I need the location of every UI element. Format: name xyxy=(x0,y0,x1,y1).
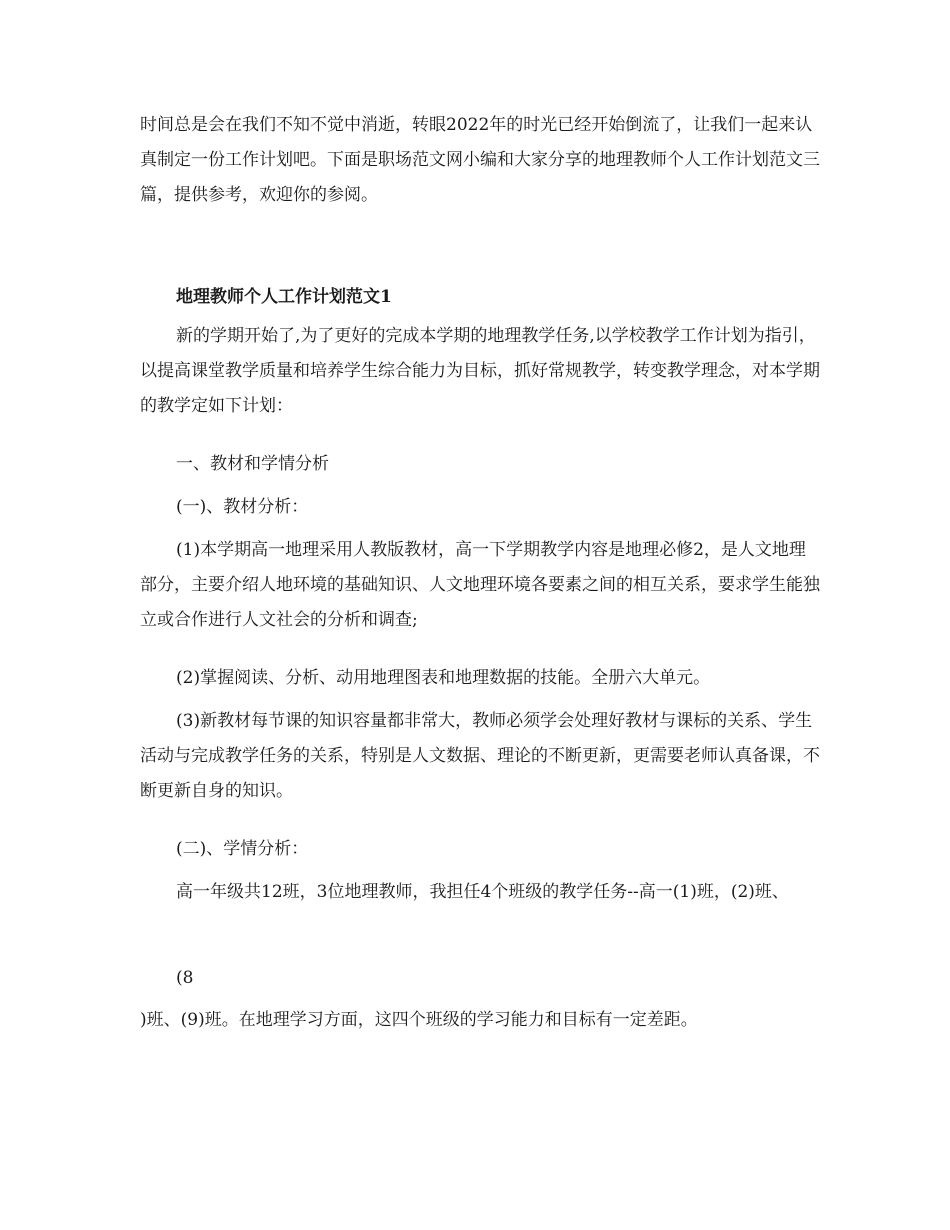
paragraph-class-fragment: (8 xyxy=(176,968,194,988)
paragraph-textbook-point-1: (1)本学期高一地理采用人教版教材，高一下学期教学内容是地理必修2，是人文地理部分，主要介绍人地环境的基础知识、人文地理环境各要素之间的相互关系，要求学生能独立或合作进行人文社会的分析和调查; xyxy=(140,540,820,630)
paragraph-textbook-point-3: (3)新教材每节课的知识容量都非常大，教师必须学会处理好教材与课标的关系、学生活动与完成教学任务的关系，特别是人文数据、理论的不断更新，更需要老师认真备课，不断更新自身的知识。 xyxy=(140,711,820,801)
heading-student-analysis: (二)、学情分析： xyxy=(176,839,309,859)
paragraph-class-assignment: 高一年级共12班，3位地理教师，我担任4个班级的教学任务--高一(1)班，(2)班、 xyxy=(176,882,789,902)
heading-textbook-and-student-analysis: 一、教材和学情分析 xyxy=(176,454,329,474)
heading-textbook-analysis: (一)、教材分析： xyxy=(176,497,309,517)
intro-paragraph: 时间总是会在我们不知不觉中消逝，转眼2022年的时光已经开始倒流了，让我们一起来认真制定一份工作计划吧。下面是职场范文网小编和大家分享的地理教师个人工作计划范文三篇，提供参考，欢迎你的参阅。 xyxy=(140,115,820,205)
paragraph-class-ability: )班、(9)班。在地理学习方面，这四个班级的学习能力和目标有一定差距。 xyxy=(140,1010,698,1030)
paragraph-plan-overview: 新的学期开始了,为了更好的完成本学期的地理教学任务,以学校教学工作计划为指引，以提高课堂教学质量和培养学生综合能力为目标，抓好常规教学，转变教学理念，对本学期的教学定如下计划： xyxy=(140,326,820,416)
section-title: 地理教师个人工作计划范文1 xyxy=(176,287,392,307)
paragraph-textbook-point-2: (2)掌握阅读、分析、动用地理图表和地理数据的技能。全册六大单元。 xyxy=(176,668,711,688)
